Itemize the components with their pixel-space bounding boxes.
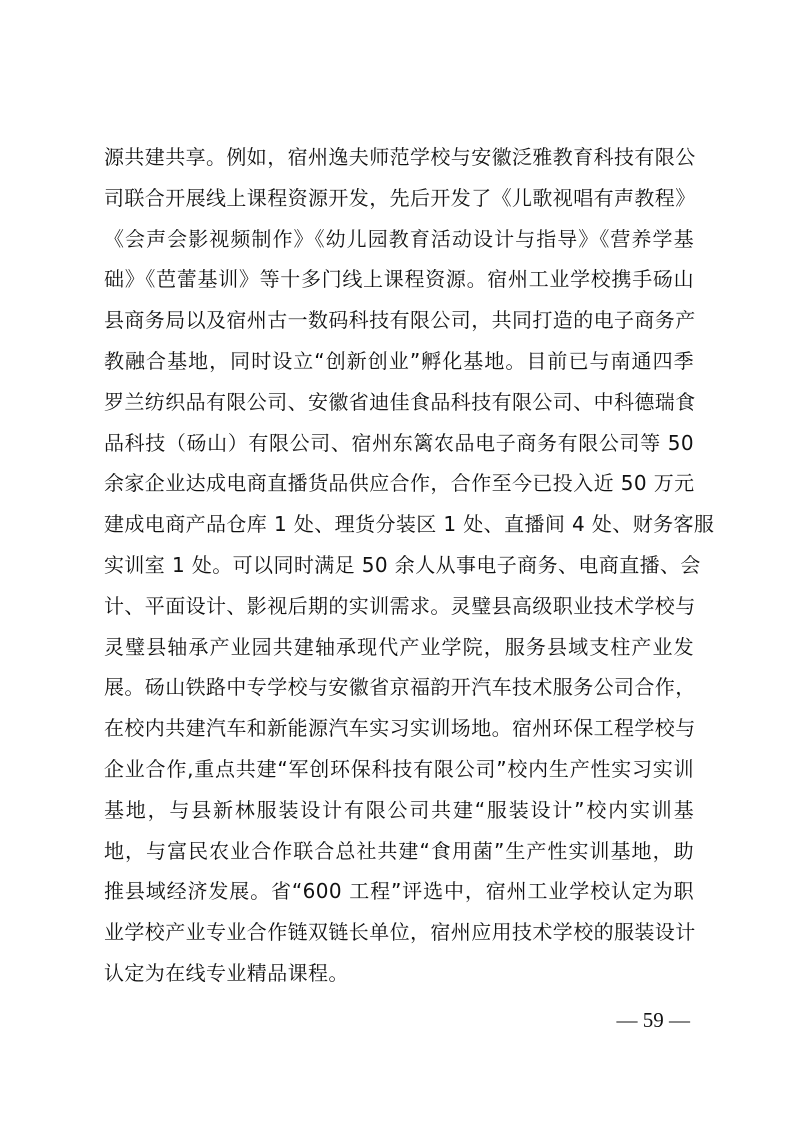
text-line: 源共建共享。例如，宿州逸夫师范学校与安徽泛雅教育科技有限公	[104, 145, 696, 169]
text-line: 司联合开展线上课程资源开发，先后开发了《儿歌视唱有声教程》	[104, 185, 696, 210]
page-number: — 59 —	[616, 1008, 690, 1032]
text-line: 《会声会影视频制作》《幼儿园教育活动设计与指导》《营养学基	[104, 226, 694, 251]
text-line: 基地，与县新林服装设计有限公司共建“服装设计”校内实训基	[104, 797, 694, 822]
text-line: 础》《芭蕾基训》等十多门线上课程资源。宿州工业学校携手砀山	[104, 267, 694, 292]
text-line: 县商务局以及宿州古一数码科技有限公司，共同打造的电子商务产	[104, 308, 696, 333]
text-line: 计、平面设计、影视后期的实训需求。灵璧县高级职业技术学校与	[104, 593, 696, 618]
text-line: 教融合基地，同时设立“创新创业”孵化基地。目前已与南通四季	[104, 348, 694, 373]
text-line: 地，与富民农业合作联合总社共建“食用菌”生产性实训基地，助	[104, 838, 694, 863]
text-line: 罗兰纺织品有限公司、安徽省迪佳食品科技有限公司、中科德瑞食	[104, 389, 696, 414]
text-line: 建成电商产品仓库 1 处、理货分装区 1 处、直播间 4 处、财务客服	[104, 512, 715, 537]
text-line: 在校内共建汽车和新能源汽车实习实训场地。宿州环保工程学校与	[104, 716, 696, 741]
text-line: 余家企业达成电商直播货品供应合作，合作至今已投入近 50 万元	[104, 471, 695, 496]
text-line: 推县域经济发展。省“600 工程”评选中，宿州工业学校认定为职	[104, 879, 694, 904]
text-line: 品科技（砀山）有限公司、宿州东篱农品电子商务有限公司等 50	[104, 430, 694, 455]
text-line: 灵璧县轴承产业园共建轴承现代产业学院，服务县域支柱产业发	[104, 634, 694, 659]
text-line: 实训室 1 处。可以同时满足 50 余人从事电子商务、电商直播、会	[104, 552, 701, 577]
body-paragraph	[104, 137, 715, 994]
text-line: 业学校产业专业合作链双链长单位，宿州应用技术学校的服装设计	[104, 920, 696, 945]
text-line: 企业合作,重点共建“军创环保科技有限公司”校内生产性实习实训	[104, 756, 694, 781]
text-line: 展。砀山铁路中专学校与安徽省京福韵开汽车技术服务公司合作，	[104, 675, 696, 700]
text-line: 认定为在线专业精品课程。	[104, 960, 349, 985]
